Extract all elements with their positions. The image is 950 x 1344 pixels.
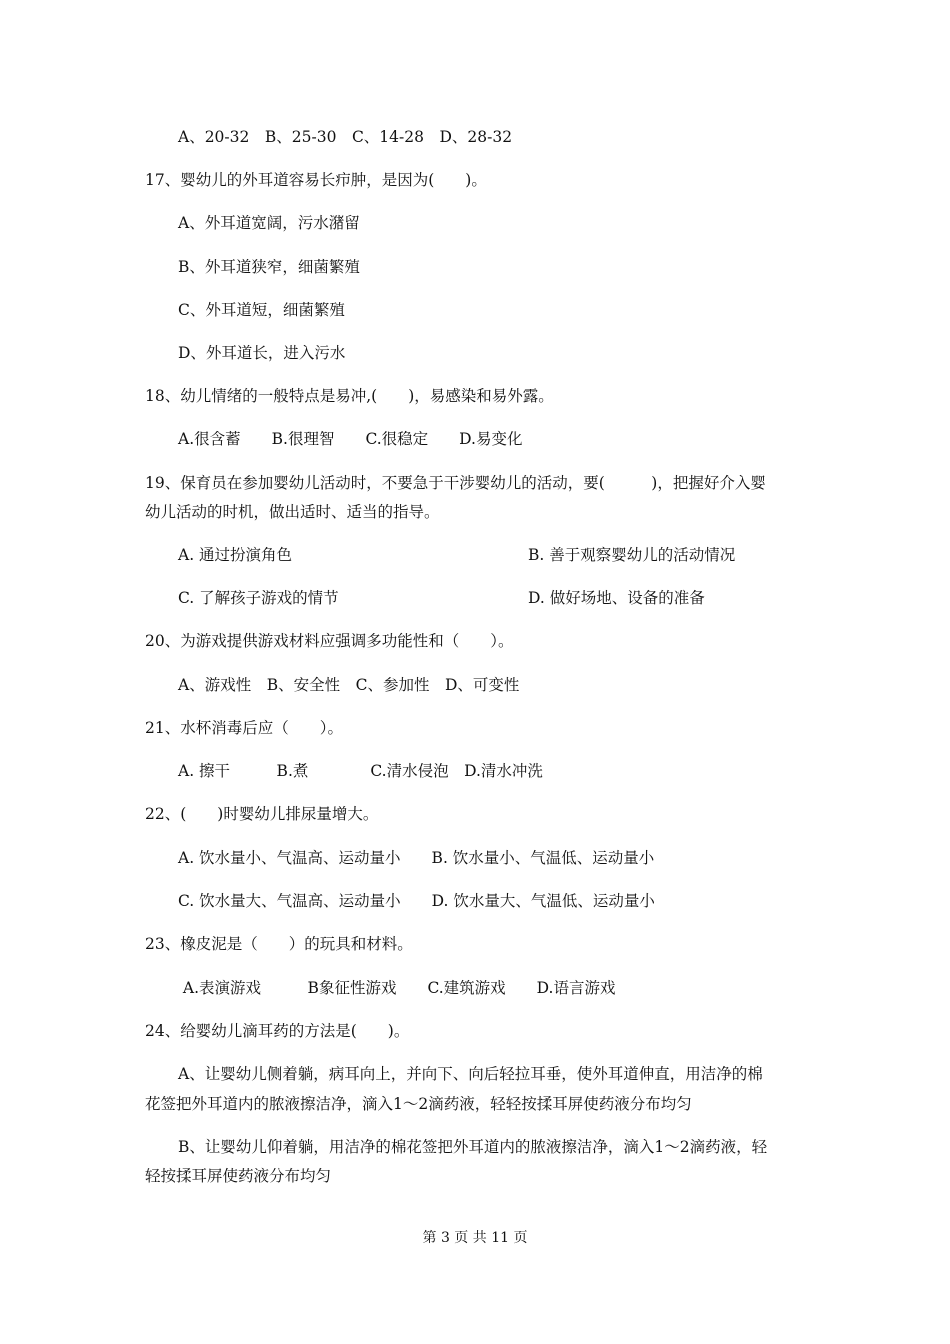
- q22-options-ab: A. 饮水量小、气温高、运动量小 B. 饮水量小、气温低、运动量小: [178, 849, 655, 867]
- q22-options-cd: C. 饮水量大、气温高、运动量小 D. 饮水量大、气温低、运动量小: [178, 892, 655, 910]
- q17-question: 17、婴幼儿的外耳道容易长疖肿，是因为( )。: [145, 171, 487, 189]
- q23-question: 23、橡皮泥是（ ）的玩具和材料。: [145, 935, 413, 953]
- q21-question: 21、水杯消毒后应（ ）。: [145, 719, 343, 737]
- q19-option-d: D. 做好场地、设备的准备: [528, 589, 705, 607]
- q19-question: 19、保育员在参加婴幼儿活动时，不要急于干涉婴幼儿的活动，要( )，把握好介入婴: [145, 474, 766, 492]
- q17-option-b: B、外耳道狭窄，细菌繁殖: [178, 258, 360, 276]
- q24-option-a-cont: 花签把外耳道内的脓液擦洁净，滴入1～2滴药液，轻轻按揉耳屏使药液分布均匀: [145, 1095, 692, 1113]
- q17-option-a: A、外耳道宽阔，污水潴留: [178, 214, 360, 232]
- page-footer: 第 3 页 共 11 页: [422, 1230, 528, 1246]
- q20-question: 20、为游戏提供游戏材料应强调多功能性和（ ）。: [145, 632, 514, 650]
- q21-options: A. 擦干 B.煮 C.清水侵泡 D.清水冲洗: [178, 762, 543, 780]
- q24-option-a: A、让婴幼儿侧着躺，病耳向上，并向下、向后轻拉耳垂，使外耳道伸直，用洁净的棉: [178, 1065, 763, 1083]
- q19-option-b: B. 善于观察婴幼儿的活动情况: [528, 546, 736, 564]
- q17-option-c: C、外耳道短，细菌繁殖: [178, 301, 345, 319]
- q18-options: A.很含蓄 B.很理智 C.很稳定 D.易变化: [178, 430, 523, 448]
- q19-option-c: C. 了解孩子游戏的情节: [178, 589, 339, 607]
- q24-option-b-cont: 轻按揉耳屏使药液分布均匀: [145, 1167, 332, 1185]
- q24-question: 24、给婴幼儿滴耳药的方法是( )。: [145, 1022, 410, 1040]
- q22-question: 22、( )时婴幼儿排尿量增大。: [145, 805, 379, 823]
- q19-question-cont: 幼儿活动的时机，做出适时、适当的指导。: [145, 503, 440, 521]
- q16-options: A、20-32 B、25-30 C、14-28 D、28-32: [178, 128, 513, 146]
- q18-question: 18、幼儿情绪的一般特点是易冲,( )，易感染和易外露。: [145, 387, 554, 405]
- q20-options: A、游戏性 B、安全性 C、参加性 D、可变性: [178, 676, 520, 694]
- q24-option-b: B、让婴幼儿仰着躺，用洁净的棉花签把外耳道内的脓液擦洁净，滴入1～2滴药液，轻: [178, 1138, 768, 1156]
- q17-option-d: D、外耳道长，进入污水: [178, 344, 346, 362]
- q19-option-a: A. 通过扮演角色: [178, 546, 293, 564]
- q23-options: A.表演游戏 B象征性游戏 C.建筑游戏 D.语言游戏: [178, 979, 616, 997]
